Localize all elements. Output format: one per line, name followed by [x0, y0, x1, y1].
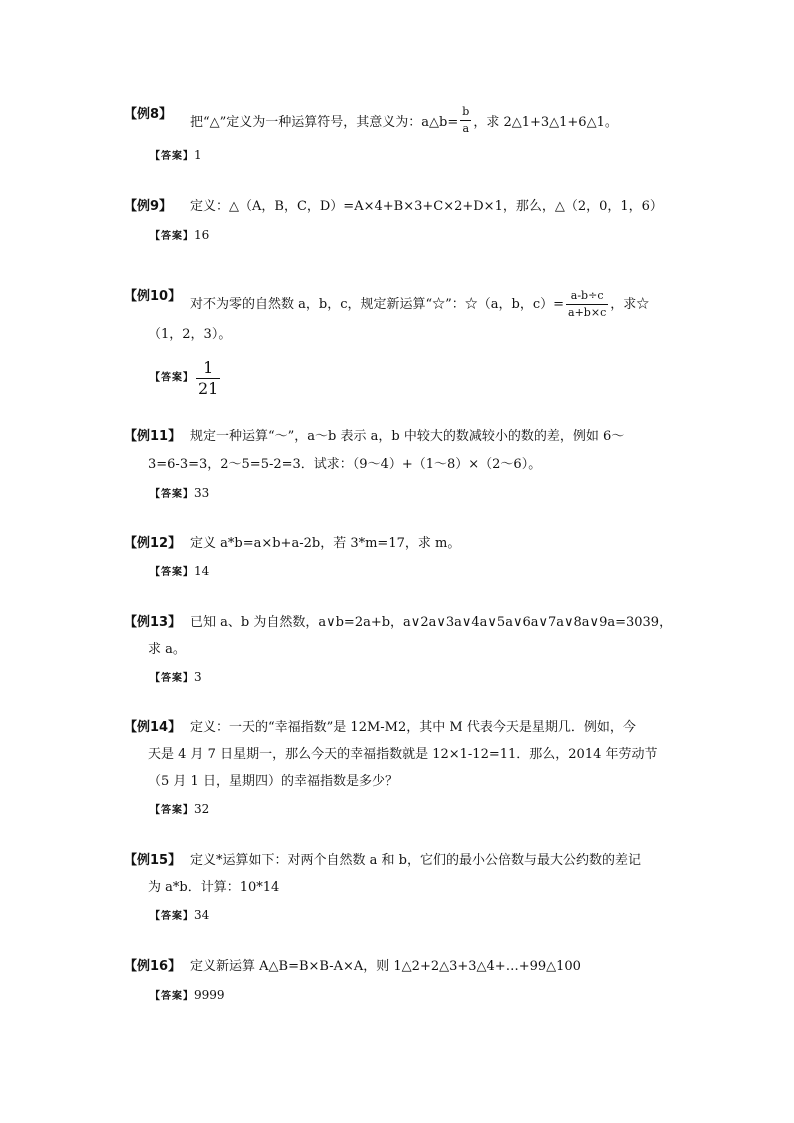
- answer-value: 32: [194, 802, 210, 816]
- problem-text-line: [190, 288, 649, 321]
- problem-text-line: [190, 106, 618, 139]
- problem-label: 【例10】: [124, 289, 182, 304]
- answer-value: 33: [194, 486, 210, 500]
- problem-text: ，求☆: [610, 297, 650, 312]
- problem-text: 定义：△（A，B，C，D）=A×4+B×3+C×2+D×1，那么，△（2，0，1，6）: [190, 199, 663, 214]
- problem-text: 对不为零的自然数 a，b，c，规定新运算“☆”：☆（a，b，c）=: [190, 297, 565, 312]
- answer: [150, 906, 209, 926]
- answer-value: 34: [194, 908, 210, 922]
- fraction: [460, 104, 471, 137]
- problem-text: 已知 a、b 为自然数，a∨b=2a+b，a∨2a∨3a∨4a∨5a∨6a∨7a∨8a∨9a=3039，: [190, 615, 673, 630]
- answer-tag: 【答案】: [150, 911, 194, 922]
- answer-tag: 【答案】: [150, 991, 194, 1002]
- answer: [150, 146, 202, 166]
- answer-value: 16: [194, 228, 210, 242]
- problem-label: 【例11】: [124, 429, 182, 444]
- fraction-denominator: a+b×c: [568, 306, 607, 319]
- problem-text: 3=6-3=3，2～5=5-2=3．试求：（9～4）+（1～8）×（2～6）。: [148, 457, 542, 472]
- fraction-numerator: b: [462, 105, 470, 118]
- answer-value: 14: [194, 564, 210, 578]
- answer-value: 9999: [194, 988, 225, 1002]
- answer: [150, 226, 209, 246]
- answer-tag: 【答案】: [150, 372, 194, 384]
- answer-tag: 【答案】: [150, 805, 194, 816]
- problem-label: 【例9】: [124, 199, 173, 214]
- fraction-denominator: a: [462, 122, 470, 135]
- answer: [150, 358, 222, 399]
- problem-label: 【例12】: [124, 536, 182, 551]
- answer-tag: 【答案】: [150, 489, 194, 500]
- problem-text: 规定一种运算“～”，a～b 表示 a，b 中较大的数减较小的数的差，例如 6～: [190, 429, 625, 444]
- problem-label: 【例8】: [124, 107, 173, 122]
- answer-tag: 【答案】: [150, 231, 194, 242]
- answer: [150, 484, 209, 504]
- fraction-numerator: 1: [203, 358, 214, 377]
- answer-fraction: [196, 358, 220, 399]
- problem-text: 定义 a*b=a×b+a-2b，若 3*m=17，求 m。: [190, 536, 461, 551]
- problem-text: 天是 4 月 7 日星期一，那么今天的幸福指数就是 12×1-12=11．那么，2014 年劳动节: [148, 747, 658, 762]
- problem-text: 为 a*b．计算：10*14: [148, 880, 280, 895]
- fraction-numerator: a-b÷c: [570, 289, 604, 302]
- problem-text: 求 a。: [148, 642, 186, 657]
- fraction: [566, 288, 608, 321]
- problem-text: 定义*运算如下：对两个自然数 a 和 b，它们的最小公倍数与最大公约数的差记: [190, 853, 641, 868]
- problem-label: 【例14】: [124, 720, 182, 735]
- answer-tag: 【答案】: [150, 151, 194, 162]
- answer: [150, 562, 209, 582]
- answer-tag: 【答案】: [150, 567, 194, 578]
- answer-value: 3: [194, 670, 202, 684]
- answer-tag: 【答案】: [150, 673, 194, 684]
- answer: [150, 668, 202, 688]
- fraction-denominator: 21: [198, 379, 219, 398]
- problem-text: 定义：一天的“幸福指数”是 12M-M2，其中 M 代表今天是星期几．例如，今: [190, 720, 636, 735]
- problem-label: 【例13】: [124, 615, 182, 630]
- problem-text: （1，2，3）。: [148, 327, 232, 342]
- problem-text: 把“△”定义为一种运算符号，其意义为：a△b=: [190, 115, 459, 130]
- problem-text: ，求 2△1+3△1+6△1。: [473, 115, 618, 130]
- problem-text: （5 月 1 日，星期四）的幸福指数是多少？: [148, 774, 398, 789]
- problem-label: 【例15】: [124, 853, 182, 868]
- answer: [150, 800, 209, 820]
- problem-label: 【例16】: [124, 959, 182, 974]
- problem-text: 定义新运算 A△B=B×B-A×A，则 1△2+2△3+3△4+…+99△100: [190, 959, 581, 974]
- answer: [150, 986, 225, 1006]
- answer-value: 1: [194, 148, 202, 162]
